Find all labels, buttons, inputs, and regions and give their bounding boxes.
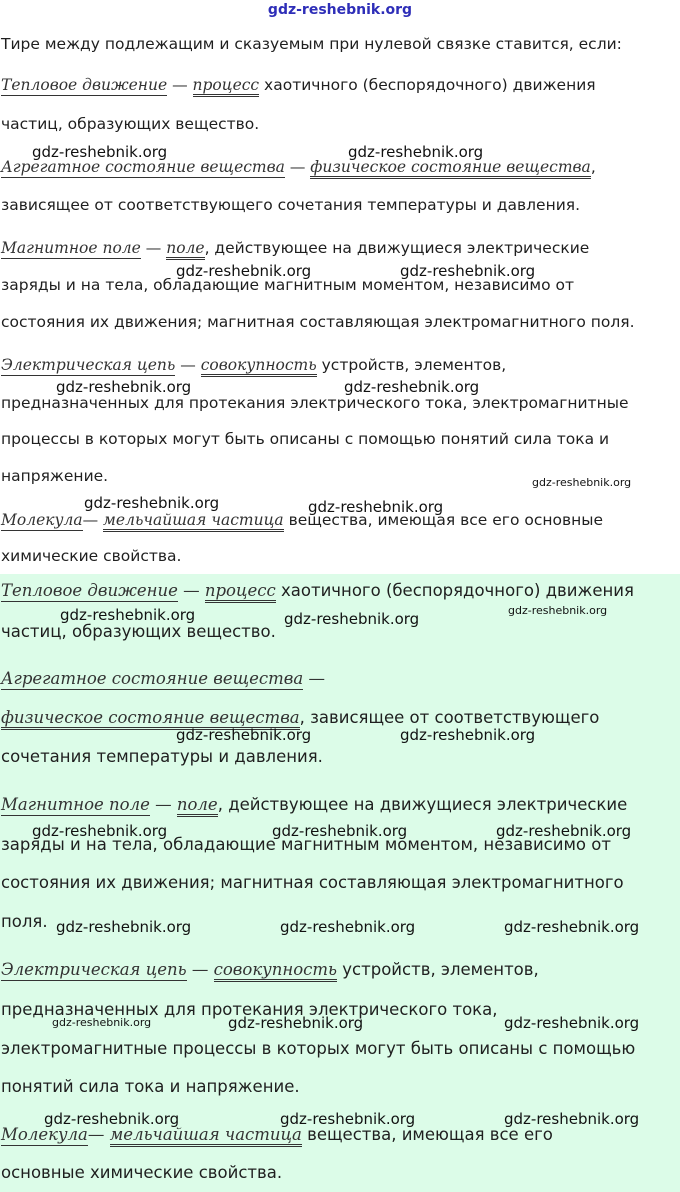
dash: — <box>172 76 188 94</box>
watermark: gdz-reshebnik.org <box>44 1110 180 1128</box>
text: устройств, элементов, <box>337 960 539 979</box>
subject: Электрическая цепь <box>1 960 187 979</box>
watermark: gdz-reshebnik.org <box>400 262 536 280</box>
watermark: gdz-reshebnik.org <box>504 918 640 936</box>
intro-text: Тире между подлежащим и сказуемым при нулевой связке ставится, если: <box>1 35 622 53</box>
text: , действующее на движущиеся электрические <box>217 795 628 814</box>
sentence-circuit <box>1 354 506 376</box>
text-line: процессы в которых могут быть описаны с помощью понятий сила тока и <box>1 430 610 448</box>
site-header[interactable]: gdz-reshebnik.org <box>267 2 413 18</box>
predicate: поле <box>177 795 218 817</box>
text-line: состояния их движения; магнитная составляющая электромагнитного <box>1 873 624 892</box>
dash: — <box>183 581 200 600</box>
watermark: gdz-reshebnik.org <box>56 918 192 936</box>
watermark: gdz-reshebnik.org <box>52 1016 152 1029</box>
dash: — <box>191 960 209 979</box>
text-line: частиц, образующих вещество. <box>1 622 276 641</box>
sentence-magnetic <box>1 237 589 259</box>
watermark: gdz-reshebnik.org <box>280 918 416 936</box>
dash: — <box>308 669 325 688</box>
subject: Агрегатное состояние вещества <box>1 158 285 176</box>
text: , действующее на движущиеся электрические <box>204 239 590 257</box>
watermark: gdz-reshebnik.org <box>504 1110 640 1128</box>
watermark: gdz-reshebnik.org <box>280 1110 416 1128</box>
predicate: мельчайшая частица <box>110 1125 302 1147</box>
sentence-magnetic <box>1 794 627 816</box>
sentence-circuit <box>1 959 539 981</box>
text-line: частиц, образующих вещество. <box>1 115 260 133</box>
sentence-thermal <box>1 74 596 96</box>
predicate: совокупность <box>201 356 317 377</box>
text-line: заряды и на тела, обладающие магнитным моментом, независимо от <box>1 835 611 854</box>
text-line: предназначенных для протекания электрического тока, электромагнитные <box>1 394 629 412</box>
dash: — <box>145 239 162 257</box>
text-line: поля. <box>1 912 48 931</box>
text-line: основные химические свойства. <box>1 1163 283 1182</box>
text: вещества, имеющая все его <box>301 1125 553 1144</box>
watermark: gdz-reshebnik.org <box>32 822 168 840</box>
text: , <box>590 158 596 176</box>
text: , зависящее от соответствующего <box>299 708 600 727</box>
watermark: gdz-reshebnik.org <box>84 494 220 512</box>
watermark: gdz-reshebnik.org <box>60 606 196 624</box>
watermark: gdz-reshebnik.org <box>284 610 420 628</box>
text-line: предназначенных для протекания электрического тока, <box>1 1000 498 1019</box>
text-line: сочетания температуры и давления. <box>1 747 323 766</box>
watermark: gdz-reshebnik.org <box>400 726 536 744</box>
watermark: gdz-reshebnik.org <box>308 498 444 516</box>
subject: Магнитное поле <box>1 239 141 257</box>
subject: Тепловое движение <box>1 581 178 600</box>
subject: Тепловое движение <box>1 76 168 94</box>
watermark: gdz-reshebnik.org <box>496 822 632 840</box>
watermark: gdz-reshebnik.org <box>228 1014 364 1032</box>
text: вещества, имеющая все его основные <box>283 511 604 529</box>
subject: Магнитное поле <box>1 795 150 814</box>
text-line: химические свойства. <box>1 547 182 565</box>
text: устройств, элементов, <box>316 356 507 374</box>
predicate: физическое состояние вещества <box>1 708 300 730</box>
watermark: gdz-reshebnik.org <box>32 143 168 161</box>
predicate: совокупность <box>214 960 337 982</box>
subject: Электрическая цепь <box>1 356 176 374</box>
predicate: процесс <box>193 76 260 97</box>
predicate: процесс <box>205 581 276 603</box>
predicate: мельчайшая частица <box>103 511 284 532</box>
dash: — <box>82 511 99 529</box>
watermark: gdz-reshebnik.org <box>508 604 608 617</box>
dash: — <box>155 795 172 814</box>
sentence-molecule <box>1 509 603 531</box>
text-line: состояния их движения; магнитная составляющая электромагнитного поля. <box>1 313 635 331</box>
dash: — <box>180 356 196 374</box>
watermark: gdz-reshebnik.org <box>272 822 408 840</box>
subject: Агрегатное состояние вещества <box>1 669 304 688</box>
predicate: физическое состояние вещества <box>310 158 591 179</box>
dash: — <box>289 158 306 176</box>
watermark: gdz-reshebnik.org <box>504 1014 640 1032</box>
sentence-thermal <box>1 580 634 602</box>
predicate: поле <box>166 239 204 260</box>
text-line: заряды и на тела, обладающие магнитным моментом, независимо от <box>1 276 575 294</box>
text: хаотичного (беспорядочного) движения <box>259 76 596 94</box>
watermark: gdz-reshebnik.org <box>348 143 484 161</box>
watermark: gdz-reshebnik.org <box>176 262 312 280</box>
subject: Молекула <box>1 1125 88 1144</box>
sentence-aggregate-subject <box>1 668 325 690</box>
watermark: gdz-reshebnik.org <box>56 378 192 396</box>
watermark: gdz-reshebnik.org <box>176 726 312 744</box>
dash: — <box>87 1125 105 1144</box>
text-line: напряжение. <box>1 467 109 485</box>
text: хаотичного (беспорядочного) движения <box>275 581 634 600</box>
text-line: электромагнитные процессы в которых могут быть описаны с помощью <box>1 1039 636 1058</box>
watermark: gdz-reshebnik.org <box>344 378 480 396</box>
watermark: gdz-reshebnik.org <box>532 476 632 489</box>
text-line: понятий сила тока и напряжение. <box>1 1077 300 1096</box>
subject: Молекула <box>1 511 83 529</box>
text-line: зависящее от соответствующего сочетания температуры и давления. <box>1 196 581 214</box>
